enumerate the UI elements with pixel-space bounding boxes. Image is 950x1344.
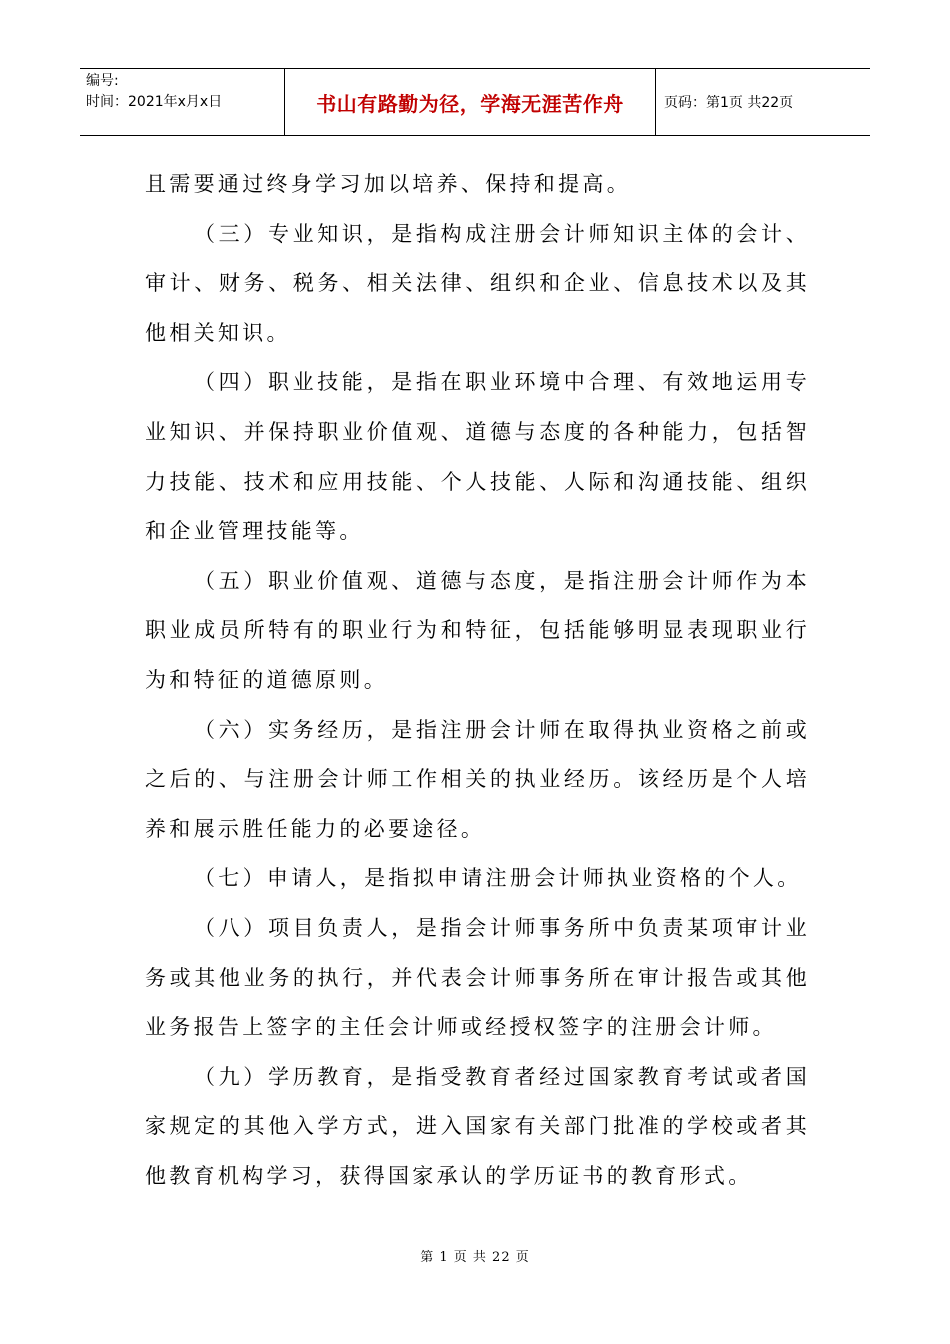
document-body bbox=[145, 160, 810, 1201]
paragraph: （六）实务经历，是指注册会计师在取得执业资格之前或之后的、与注册会计师工作相关的执业经历。该经历是个人培养和展示胜任能力的必要途径。 bbox=[145, 717, 810, 841]
paragraph: 且需要通过终身学习加以培养、保持和提高。 bbox=[145, 172, 631, 196]
paragraph: （三）专业知识，是指构成注册会计师知识主体的会计、审计、财务、税务、相关法律、组织和企业、信息技术以及其他相关知识。 bbox=[145, 221, 810, 345]
header-page-info: 页码：第1页 共22页 bbox=[664, 95, 794, 111]
paragraph: （四）职业技能，是指在职业环境中合理、有效地运用专业知识、并保持职业价值观、道德与态度的各种能力，包括智力技能、技术和应用技能、个人技能、人际和沟通技能、组织和企业管理技能等。 bbox=[145, 370, 810, 544]
header-motto: 书山有路勤为径，学海无涯苦作舟 bbox=[284, 69, 656, 135]
page-footer: 第 1 页 共 22 页 bbox=[420, 1250, 530, 1265]
time-label: 时间：2021年x月x日 bbox=[86, 94, 223, 110]
paragraph: （九）学历教育，是指受教育者经过国家教育考试或者国家规定的其他入学方式，进入国家有关部门批准的学校或者其他教育机构学习，获得国家承认的学历证书的教育形式。 bbox=[145, 1064, 810, 1188]
header-meta bbox=[80, 69, 284, 135]
page-header bbox=[80, 68, 870, 136]
paragraph: （八）项目负责人，是指会计师事务所中负责某项审计业务或其他业务的执行，并代表会计师事务所在审计报告或其他业务报告上签字的主任会计师或经授权签字的注册会计师。 bbox=[145, 915, 810, 1040]
number-label: 编号: bbox=[86, 73, 119, 89]
paragraph: （五）职业价值观、道德与态度，是指注册会计师作为本职业成员所特有的职业行为和特征，包括能够明显表现职业行为和特征的道德原则。 bbox=[145, 568, 810, 692]
paragraph: （七）申请人，是指拟申请注册会计师执业资格的个人。 bbox=[194, 866, 802, 891]
